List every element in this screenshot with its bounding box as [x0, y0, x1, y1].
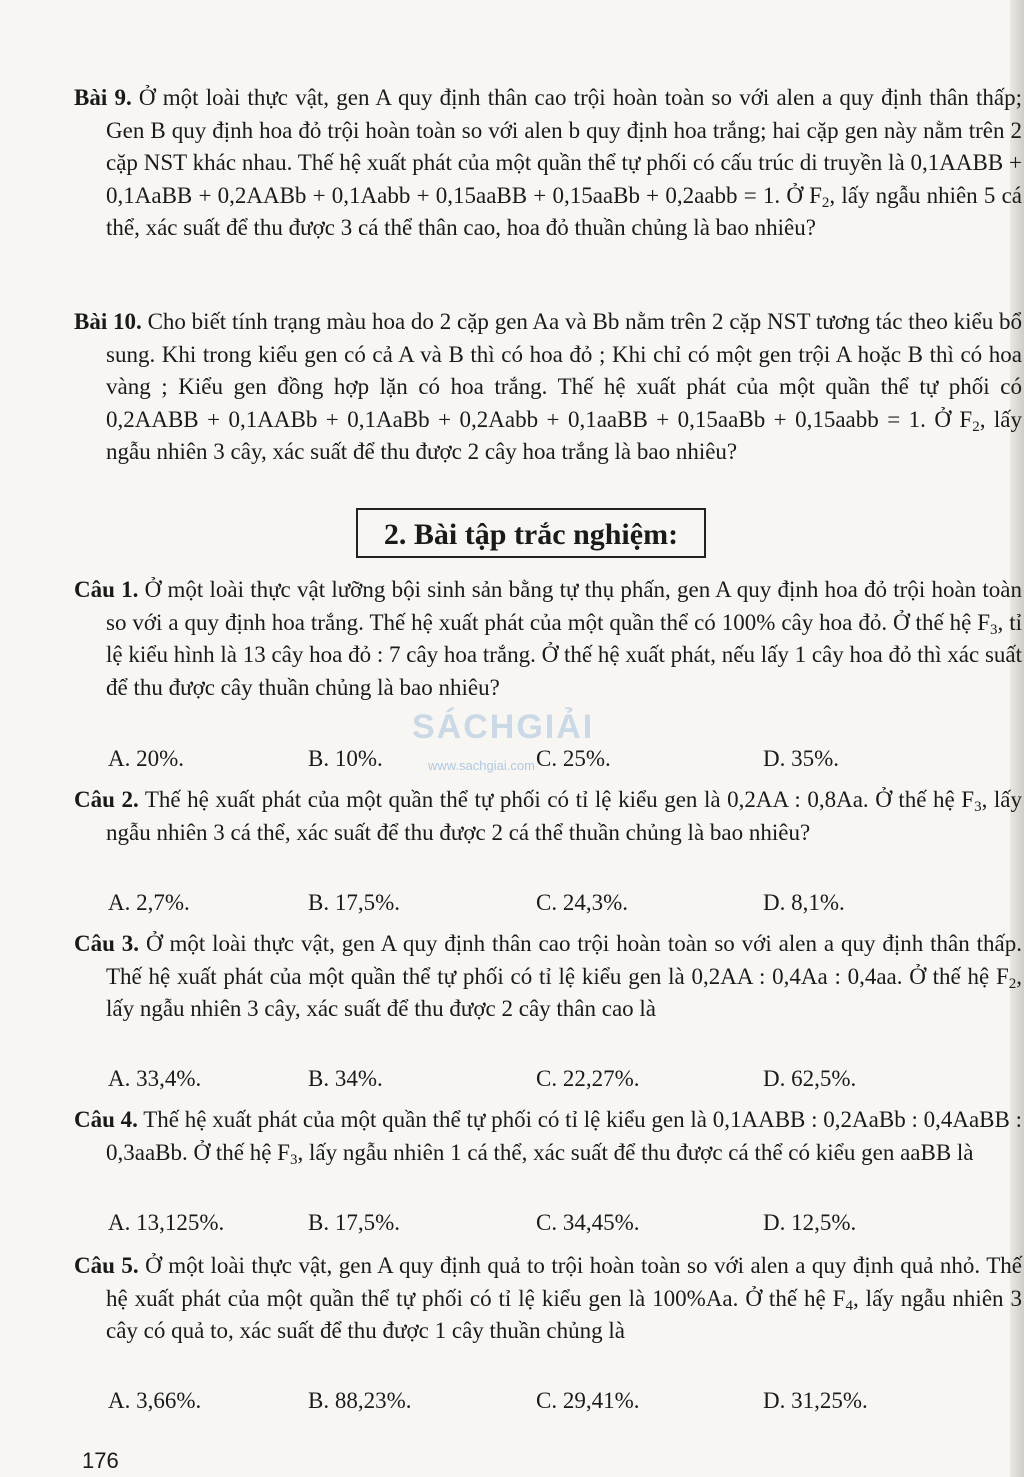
option-d: D. 12,5%.	[763, 1210, 857, 1235]
question-text-cont: , lấy ngẫu nhiên 3 cây có quả to, xác suất để thu được 1 cây thuần chủng là	[106, 1285, 1022, 1343]
option-d: D. 31,25%.	[763, 1388, 868, 1413]
question-text-cont: , tỉ lệ kiểu hình là 13 cây hoa đỏ : 7 cây hoa trắng. Ở thế hệ xuất phát, nếu lấy 1 cây hoa đỏ thì xác suất để thu được cây thuần chủng là bao nhiêu?	[106, 609, 1022, 700]
option-c: C. 24,3%.	[536, 890, 628, 915]
question-2-options	[108, 890, 988, 922]
question-text: Thế hệ xuất phát của một quần thể tự phối có tỉ lệ kiểu gen là 0,1AABB : 0,2AaBb : 0,4AaBB : 0,3aaBb. Ở thế hệ F	[106, 1107, 1022, 1165]
option-a: A. 20%.	[108, 746, 185, 771]
exercise-10	[74, 306, 1022, 469]
question-2	[74, 784, 1022, 849]
question-3-options	[108, 1066, 988, 1098]
exercise-9	[74, 82, 1022, 245]
option-c: C. 29,41%.	[536, 1388, 640, 1413]
option-a: A. 33,4%.	[108, 1066, 202, 1091]
question-text: Ở một loài thực vật, gen A quy định quả to trội hoàn toàn so với alen a quy định quả nhỏ. Thế hệ xuất phát của một quần thể tự phối có tỉ lệ kiểu gen là 100%Aa. Ở thế hệ F	[106, 1253, 1022, 1311]
question-text-cont: , lấy ngẫu nhiên 1 cá thể, xác suất để thu được cá thể có kiểu gen aaBB là	[297, 1139, 974, 1165]
question-text: Ở một loài thực vật lưỡng bội sinh sản bằng tự thụ phấn, gen A quy định hoa đỏ trội hoàn toàn so với a quy định hoa trắng. Thế hệ xuất phát của một quần thể có 100% cây hoa đỏ. Ở thế hệ F	[106, 577, 1022, 635]
option-a: A. 13,125%.	[108, 1210, 225, 1235]
question-text-cont: , lấy ngẫu nhiên 3 cá thể, xác suất để thu được 2 cá thể thuần chủng là bao nhiêu?	[106, 787, 1022, 845]
question-label: Câu 1.	[74, 577, 139, 602]
subscript: 4	[845, 1297, 853, 1314]
subscript: 2	[1008, 975, 1017, 992]
question-5	[74, 1250, 1022, 1348]
subscript: 2	[821, 194, 830, 211]
question-1-options	[108, 746, 988, 778]
option-c: C. 22,27%.	[536, 1066, 640, 1091]
question-label: Câu 3.	[74, 931, 140, 956]
watermark-url: www.sachgiai.com	[428, 758, 535, 773]
option-d: D. 8,1%.	[763, 890, 845, 915]
option-d: D. 35%.	[763, 746, 840, 771]
question-label: Câu 4.	[74, 1107, 138, 1132]
section-heading: 2. Bài tập trắc nghiệm:	[356, 508, 706, 558]
watermark-logo: SÁCHGIẢI	[412, 708, 595, 746]
option-a: A. 3,66%.	[108, 1388, 202, 1413]
option-b: B. 17,5%.	[308, 1210, 400, 1235]
subscript: 3	[289, 1151, 298, 1168]
exercise-text: Cho biết tính trạng màu hoa do 2 cặp gen Aa và Bb nằm trên 2 cặp NST tương tác theo kiểu bổ sung. Khi trong kiểu gen có cả A và B thì có hoa đỏ ; Khi chỉ có một gen trội A hoặc B thì có hoa vàng ; Kiểu gen đồng hợp lặn có hoa trắng. Thế hệ xuất phát của một quần thể tự phối có 0,2AABB + 0,1AABb + 0,1AaBb + 0,2Aabb + 0,1aaBB + 0,15aaBb + 0,15aabb = 1. Ở F	[106, 309, 1023, 432]
question-5-options	[108, 1388, 988, 1420]
subscript: 3	[974, 799, 982, 815]
question-1	[74, 574, 1022, 704]
subscript: 2	[972, 418, 980, 435]
question-text: Ở một loài thực vật, gen A quy định thân cao trội hoàn toàn so với alen a quy định thân thấp. Thế hệ xuất phát của một quần thể tự phối có tỉ lệ kiểu gen là 0,2AA : 0,4Aa : 0,4aa. Ở thế hệ F	[106, 931, 1022, 989]
subscript: 3	[990, 621, 998, 638]
question-label: Câu 2.	[74, 787, 139, 812]
exercise-label: Bài 10.	[74, 309, 142, 334]
question-4	[74, 1104, 1022, 1169]
option-b: B. 34%.	[308, 1066, 383, 1091]
option-b: B. 88,23%.	[308, 1388, 412, 1413]
option-d: D. 62,5%.	[763, 1066, 857, 1091]
question-4-options	[108, 1210, 988, 1242]
question-label: Câu 5.	[74, 1253, 139, 1278]
exercise-text: Ở một loài thực vật, gen A quy định thân cao trội hoàn toàn so với alen a quy định thân thấp; Gen B quy định hoa đỏ trội hoàn toàn so với alen b quy định hoa trắng; hai cặp gen này nằm trên 2 cặp NST khác nhau. Thế hệ xuất phát của một quần thể tự phối có cấu trúc di truyền là 0,1AABB + 0,1AaBB + 0,2AABb + 0,1Aabb + 0,15aaBB + 0,15aaBb + 0,2aabb = 1. Ở F	[106, 85, 1023, 208]
exercise-text-cont: , lấy ngẫu nhiên 5 cá thể, xác suất để thu được 3 cá thể thân cao, hoa đỏ thuần chủng là bao nhiêu?	[106, 182, 1022, 240]
question-text: Thế hệ xuất phát của một quần thể tự phối có tỉ lệ kiểu gen là 0,2AA : 0,8Aa. Ở thế hệ F	[144, 787, 975, 812]
option-c: C. 34,45%.	[536, 1210, 640, 1235]
question-3	[74, 928, 1022, 1026]
option-b: B. 17,5%.	[308, 890, 400, 915]
question-text-cont: , lấy ngẫu nhiên 3 cây, xác suất để thu được 2 cây thân cao là	[106, 963, 1022, 1021]
option-a: A. 2,7%.	[108, 890, 190, 915]
exercise-text-cont: , lấy ngẫu nhiên 3 cây, xác suất để thu được 2 cây hoa trắng là bao nhiêu?	[106, 406, 1022, 464]
exercise-label: Bài 9.	[74, 85, 132, 110]
page-number: 176	[82, 1448, 119, 1473]
option-b: B. 10%.	[308, 746, 383, 771]
option-c: C. 25%.	[536, 746, 611, 771]
